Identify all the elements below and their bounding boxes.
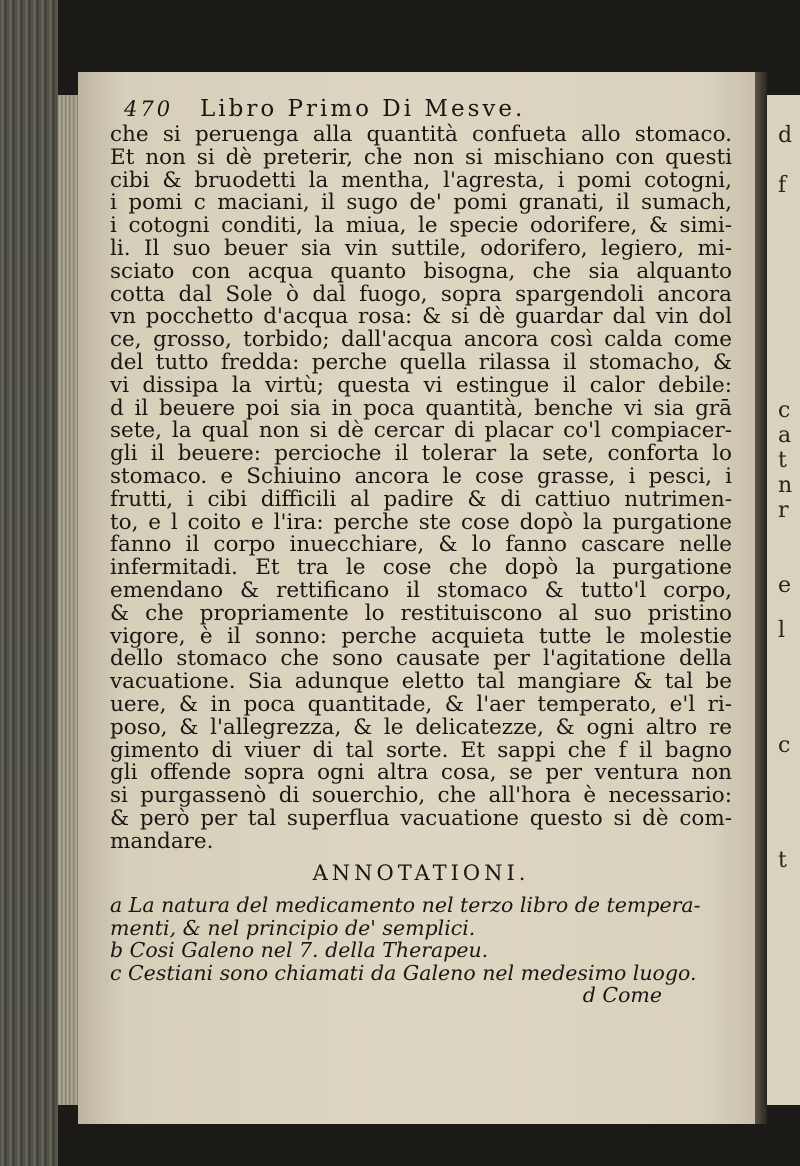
facing-fragment: n <box>778 473 793 498</box>
text-line: mandare. <box>110 828 214 854</box>
text-line: gli il beuere: percioche il tolerar la sete, conforta lo <box>110 441 732 467</box>
text-line: i pomi c maciani, il sugo de' pomi granati, il sumach, <box>110 190 732 216</box>
annotation-note: a La natura del medicamento nel terzo libro de tempera- <box>110 893 701 918</box>
previous-pages-edge <box>0 0 58 1166</box>
text-line: cotta dal Sole ò dal fuogo, sopra spargendoli ancora <box>110 281 732 307</box>
facing-fragment: a <box>778 423 792 448</box>
text-line: to, e l coito e l'ira: perche ste cose dopò la purgatione <box>110 509 732 535</box>
facing-fragment: e <box>778 573 792 598</box>
text-line: li. Il suo beuer sia vin suttile, odorifero, legiero, mi- <box>110 235 732 261</box>
text-line: emendano & rettificano il stomaco & tutto'l corpo, <box>110 577 732 603</box>
facing-fragment: d <box>778 123 793 148</box>
text-line: i cotogni conditi, la miua, le specie odorifere, & simi- <box>110 213 732 239</box>
text-line: & che propriamente lo restituiscono al suo pristino <box>110 600 732 626</box>
annotation-note: c Cestiani sono chiamati da Galeno nel medesimo luogo. <box>110 960 697 985</box>
text-line: vi dissipa la virtù; questa vi estingue il calor debile: <box>110 372 732 398</box>
text-line: sciato con acqua quanto bisogna, che sia alquanto <box>110 258 732 284</box>
text-line: d il beuere poi sia in poca quantità, benche vi sia grā <box>110 395 732 421</box>
text-line: ce, grosso, torbido; dall'acqua ancora così calda come <box>110 327 732 353</box>
annotations-list <box>110 894 732 984</box>
text-line: poso, & l'allegrezza, & le delicatezze, & ogni altro re <box>110 714 732 740</box>
text-line: gimento di viuer di tal sorte. Et sappi che f il bagno <box>110 737 732 763</box>
text-line: infermitadi. Et tra le cose che dopò la purgatione <box>110 555 732 581</box>
text-line: si purgassenò di souerchio, che all'hora è necessario: <box>110 783 732 809</box>
text-line: vacuatione. Sia adunque eletto tal mangiare & tal be <box>110 669 732 695</box>
text-line: uere, & in poca quantitade, & l'aer temperato, e'l ri- <box>110 691 732 717</box>
facing-fragment: r <box>778 498 789 523</box>
running-header <box>110 92 732 124</box>
facing-fragment: t <box>778 848 787 873</box>
page-number: 470 <box>124 97 174 121</box>
facing-fragment: l <box>778 618 786 643</box>
text-line: fanno il corpo inuecchiare, & lo fanno cascare nelle <box>110 532 732 558</box>
text-line: vigore, è il sonno: perche acquieta tutte le molestie <box>110 623 732 649</box>
text-line: vn pocchetto d'acqua rosa: & si dè guardar dal vin dol <box>110 304 732 330</box>
text-line: stomaco. e Schiuino ancora le cose grasse, i pesci, i <box>110 463 732 489</box>
book-gutter <box>755 72 767 1124</box>
annotation-note: menti, & nel principio de' semplici. <box>110 915 476 940</box>
text-line: dello stomaco che sono causate per l'agitatione della <box>110 646 732 672</box>
text-line: sete, la qual non si dè cercar di placar co'l compiacer- <box>110 418 732 444</box>
facing-fragment: f <box>778 173 787 198</box>
text-line: Et non si dè preterir, che non si mischiano con questi <box>110 144 732 170</box>
running-head-title: Libro Primo Di Mesve. <box>200 96 526 122</box>
text-line: che si peruenga alla quantità confueta allo stomaco. <box>110 122 732 147</box>
text-line: del tutto fredda: perche quella rilassa il stomacho, & <box>110 349 732 375</box>
text-line: cibi & bruodetti la mentha, l'agresta, i pomi cotogni, <box>110 167 732 193</box>
facing-fragment: c <box>778 733 791 758</box>
facing-fragment: c <box>778 398 791 423</box>
body-text <box>110 124 732 854</box>
facing-page-strip <box>767 95 800 1105</box>
text-line: & però per tal superflua vacuatione questo si dè com- <box>110 805 732 831</box>
text-line: gli offende sopra ogni altra cosa, se per ventura non <box>110 760 732 786</box>
page-stack-edge <box>58 95 78 1105</box>
page-text <box>110 92 732 1007</box>
catchword: d Come <box>582 983 662 1008</box>
facing-fragment: t <box>778 448 787 473</box>
annotations-heading: ANNOTATIONI. <box>312 860 530 885</box>
annotation-note: b Cosi Galeno nel 7. della Therapeu. <box>110 938 489 963</box>
text-line: frutti, i cibi difficili al padire & di cattiuo nutrimen- <box>110 486 732 512</box>
